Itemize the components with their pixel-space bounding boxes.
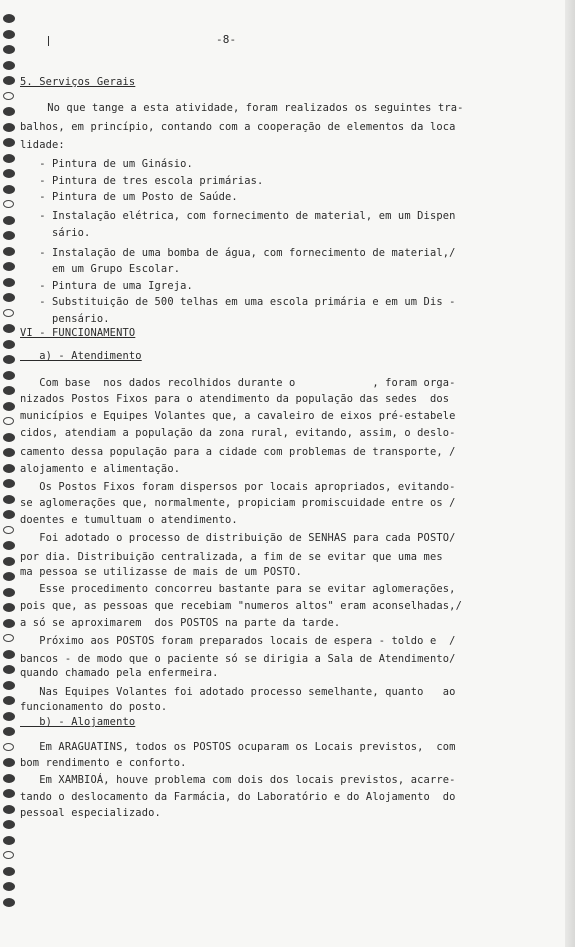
text-line: bom rendimento e conforto. bbox=[20, 757, 187, 769]
binding-hole bbox=[3, 526, 14, 534]
binding-hole bbox=[3, 789, 15, 798]
text-line: a) - Atendimento bbox=[20, 350, 142, 362]
binding-hole bbox=[3, 836, 15, 845]
binding-hole bbox=[3, 417, 14, 425]
text-line: quando chamado pela enfermeira. bbox=[20, 667, 219, 679]
binding-hole bbox=[3, 293, 15, 302]
binding-hole bbox=[3, 138, 15, 147]
binding-hole bbox=[3, 200, 14, 208]
text-line: Próximo aos POSTOS foram preparados locais de espera - toldo e / bbox=[20, 635, 456, 647]
text-line: - Instalação de uma bomba de água, com fornecimento de material,/ bbox=[20, 247, 456, 259]
binding-hole bbox=[3, 355, 15, 364]
binding-holes bbox=[0, 0, 22, 947]
text-line: em um Grupo Escolar. bbox=[20, 263, 181, 275]
binding-hole bbox=[3, 495, 15, 504]
binding-hole bbox=[3, 433, 15, 442]
text-line: No que tange a esta atividade, foram realizados os seguintes tra- bbox=[28, 102, 464, 114]
text-line: - Pintura de um Ginásio. bbox=[20, 158, 193, 170]
text-line: VI - FUNCIONAMENTO bbox=[20, 327, 136, 339]
text-line: lidade: bbox=[20, 139, 65, 151]
text-line: - Pintura de tres escola primárias. bbox=[20, 175, 264, 187]
binding-hole bbox=[3, 774, 15, 783]
text-line: funcionamento do posto. bbox=[20, 701, 168, 713]
text-line: sário. bbox=[20, 227, 91, 239]
text-line: por dia. Distribuição centralizada, a fim de se evitar que uma mes bbox=[20, 551, 443, 563]
binding-hole bbox=[3, 247, 15, 256]
text-line: tando o deslocamento da Farmácia, do Laboratório e do Alojamento do bbox=[20, 791, 456, 803]
text-line: - Pintura de um Posto de Saúde. bbox=[20, 191, 238, 203]
binding-hole bbox=[3, 603, 15, 612]
binding-hole bbox=[3, 588, 15, 597]
binding-hole bbox=[3, 14, 15, 23]
binding-hole bbox=[3, 541, 15, 550]
binding-hole bbox=[3, 681, 15, 690]
text-line: ma pessoa se utilizasse de mais de um POSTO. bbox=[20, 566, 302, 578]
text-line: Em XAMBIOÁ, houve problema com dois dos locais previstos, acarre- bbox=[20, 774, 456, 786]
binding-hole bbox=[3, 464, 15, 473]
binding-hole bbox=[3, 448, 15, 457]
text-line: - Instalação elétrica, com fornecimento de material, em um Dispen bbox=[20, 210, 456, 222]
binding-hole bbox=[3, 371, 15, 380]
binding-hole bbox=[3, 898, 15, 907]
binding-hole bbox=[3, 154, 15, 163]
binding-hole bbox=[3, 123, 15, 132]
text-line: camento dessa população para a cidade com problemas de transporte, / bbox=[20, 446, 456, 458]
text-line: b) - Alojamento bbox=[20, 716, 136, 728]
binding-hole bbox=[3, 665, 15, 674]
text-line: se aglomerações que, normalmente, propiciam promiscuidade entre os / bbox=[20, 497, 456, 509]
binding-hole bbox=[3, 340, 15, 349]
text-line: Em ARAGUATINS, todos os POSTOS ocuparam os Locais previstos, com bbox=[20, 741, 456, 753]
text-line: - Substituição de 500 telhas em uma escola primária e em um Dis - bbox=[20, 296, 456, 308]
binding-hole bbox=[3, 216, 15, 225]
binding-hole bbox=[3, 278, 15, 287]
binding-hole bbox=[3, 45, 15, 54]
text-line: - Pintura de uma Igreja. bbox=[20, 280, 193, 292]
text-line: nizados Postos Fixos para o atendimento da população das sedes dos bbox=[20, 393, 450, 405]
binding-hole bbox=[3, 820, 15, 829]
binding-hole bbox=[3, 619, 15, 628]
binding-hole bbox=[3, 696, 15, 705]
binding-hole bbox=[3, 185, 15, 194]
binding-hole bbox=[3, 851, 14, 859]
text-line: a só se aproximarem dos POSTOS na parte da tarde. bbox=[20, 617, 341, 629]
binding-hole bbox=[3, 262, 15, 271]
text-line: pessoal especializado. bbox=[20, 807, 161, 819]
binding-hole bbox=[3, 805, 15, 814]
text-line: 5. Serviços Gerais bbox=[20, 76, 136, 88]
binding-hole bbox=[3, 61, 15, 70]
binding-hole bbox=[3, 634, 14, 642]
binding-hole bbox=[3, 867, 15, 876]
text-line: Nas Equipes Volantes foi adotado processo semelhante, quanto ao bbox=[20, 686, 456, 698]
binding-hole bbox=[3, 92, 14, 100]
text-line: pois que, as pessoas que recebiam "numeros altos" eram aconselhadas,/ bbox=[20, 600, 462, 612]
binding-hole bbox=[3, 557, 15, 566]
binding-hole bbox=[3, 758, 15, 767]
page-number: -8- bbox=[216, 33, 237, 46]
text-line: Os Postos Fixos foram dispersos por locais apropriados, evitando- bbox=[20, 481, 456, 493]
binding-hole bbox=[3, 309, 14, 317]
binding-hole bbox=[3, 386, 15, 395]
binding-hole bbox=[3, 76, 15, 85]
text-line: bancos - de modo que o paciente só se dirigia a Sala de Atendimento/ bbox=[20, 653, 456, 665]
binding-hole bbox=[3, 30, 15, 39]
binding-hole bbox=[3, 231, 15, 240]
binding-hole bbox=[3, 727, 15, 736]
binding-hole bbox=[3, 882, 15, 891]
text-line: doentes e tumultuam o atendimento. bbox=[20, 514, 238, 526]
binding-hole bbox=[3, 743, 14, 751]
text-line: Foi adotado o processo de distribuição de SENHAS para cada POSTO/ bbox=[20, 532, 456, 544]
text-line: cidos, atendiam a população da zona rural, evitando, assim, o deslo- bbox=[20, 427, 456, 439]
text-line: Com base nos dados recolhidos durante o , foram orga- bbox=[20, 377, 456, 389]
binding-hole bbox=[3, 479, 15, 488]
binding-hole bbox=[3, 650, 15, 659]
margin-mark bbox=[48, 36, 49, 46]
binding-hole bbox=[3, 712, 15, 721]
text-line: Esse procedimento concorreu bastante para se evitar aglomerações, bbox=[20, 583, 456, 595]
document-body bbox=[20, 0, 568, 947]
binding-hole bbox=[3, 510, 15, 519]
binding-hole bbox=[3, 572, 15, 581]
text-line: municípios e Equipes Volantes que, a cavaleiro de eixos pré-estabele bbox=[20, 410, 456, 422]
binding-hole bbox=[3, 402, 15, 411]
binding-hole bbox=[3, 324, 15, 333]
binding-hole bbox=[3, 107, 15, 116]
binding-hole bbox=[3, 169, 15, 178]
text-line: alojamento e alimentação. bbox=[20, 463, 181, 475]
text-line: balhos, em princípio, contando com a cooperação de elementos da loca bbox=[20, 121, 456, 133]
text-line: pensário. bbox=[20, 313, 110, 325]
